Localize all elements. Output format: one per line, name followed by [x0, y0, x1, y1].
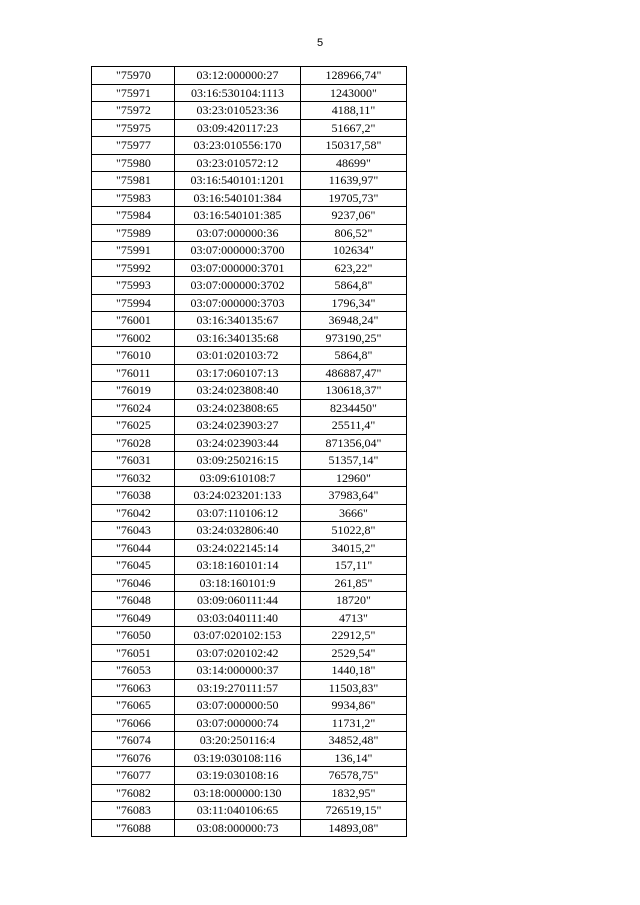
- table-row: [92, 189, 407, 207]
- table-row: [92, 172, 407, 190]
- value-cell: 726519,15": [301, 802, 407, 820]
- value-cell: 973190,25": [301, 329, 407, 347]
- cadastral-number-cell: 03:19:270111:57: [175, 679, 301, 697]
- value-cell: 51357,14": [301, 452, 407, 470]
- cadastral-number-cell: 03:09:250216:15: [175, 452, 301, 470]
- cadastral-number-cell: 03:24:023903:27: [175, 417, 301, 435]
- table-row: [92, 259, 407, 277]
- value-cell: 48699": [301, 154, 407, 172]
- value-cell: 5864,8": [301, 347, 407, 365]
- record-id-cell: "76011: [92, 364, 175, 382]
- cadastral-number-cell: 03:09:060111:44: [175, 592, 301, 610]
- cadastral-number-cell: 03:01:020103:72: [175, 347, 301, 365]
- cadastral-number-cell: 03:08:000000:73: [175, 819, 301, 837]
- cadastral-number-cell: 03:16:340135:68: [175, 329, 301, 347]
- cadastral-number-cell: 03:07:000000:50: [175, 697, 301, 715]
- record-id-cell: "75977: [92, 137, 175, 155]
- cadastral-number-cell: 03:11:040106:65: [175, 802, 301, 820]
- record-id-cell: "76028: [92, 434, 175, 452]
- table-row: [92, 522, 407, 540]
- record-id-cell: "76002: [92, 329, 175, 347]
- record-id-cell: "76065: [92, 697, 175, 715]
- record-id-cell: "76074: [92, 732, 175, 750]
- record-id-cell: "75971: [92, 84, 175, 102]
- value-cell: 102634": [301, 242, 407, 260]
- value-cell: 3666": [301, 504, 407, 522]
- value-cell: 37983,64": [301, 487, 407, 505]
- value-cell: 34015,2": [301, 539, 407, 557]
- table-row: [92, 592, 407, 610]
- cadastral-number-cell: 03:24:023808:40: [175, 382, 301, 400]
- table-row: [92, 364, 407, 382]
- cadastral-number-cell: 03:18:160101:9: [175, 574, 301, 592]
- record-id-cell: "76038: [92, 487, 175, 505]
- record-id-cell: "75981: [92, 172, 175, 190]
- table-row: [92, 487, 407, 505]
- table-row: [92, 469, 407, 487]
- record-id-cell: "75992: [92, 259, 175, 277]
- record-id-cell: "76046: [92, 574, 175, 592]
- record-id-cell: "76019: [92, 382, 175, 400]
- value-cell: 261,85": [301, 574, 407, 592]
- cadastral-number-cell: 03:18:160101:14: [175, 557, 301, 575]
- table-row: [92, 399, 407, 417]
- table-row: [92, 749, 407, 767]
- value-cell: 1440,18": [301, 662, 407, 680]
- value-cell: 4713": [301, 609, 407, 627]
- value-cell: 9237,06": [301, 207, 407, 225]
- value-cell: 11639,97": [301, 172, 407, 190]
- table-row: [92, 539, 407, 557]
- record-id-cell: "75993: [92, 277, 175, 295]
- cadastral-number-cell: 03:19:030108:116: [175, 749, 301, 767]
- record-id-cell: "76053: [92, 662, 175, 680]
- table-row: [92, 119, 407, 137]
- table-row: [92, 294, 407, 312]
- value-cell: 1796,34": [301, 294, 407, 312]
- record-id-cell: "75972: [92, 102, 175, 120]
- table-row: [92, 154, 407, 172]
- table-row: [92, 679, 407, 697]
- value-cell: 5864,8": [301, 277, 407, 295]
- cadastral-number-cell: 03:09:610108:7: [175, 469, 301, 487]
- record-id-cell: "76051: [92, 644, 175, 662]
- value-cell: 14893,08": [301, 819, 407, 837]
- cadastral-number-cell: 03:23:010523:36: [175, 102, 301, 120]
- value-cell: 128966,74": [301, 67, 407, 85]
- cadastral-number-cell: 03:07:000000:74: [175, 714, 301, 732]
- record-id-cell: "76077: [92, 767, 175, 785]
- table-row: [92, 662, 407, 680]
- record-id-cell: "75991: [92, 242, 175, 260]
- table-row: [92, 714, 407, 732]
- data-table: [91, 66, 407, 837]
- record-id-cell: "76024: [92, 399, 175, 417]
- table-row: [92, 329, 407, 347]
- record-id-cell: "75983: [92, 189, 175, 207]
- value-cell: 36948,24": [301, 312, 407, 330]
- cadastral-number-cell: 03:20:250116:4: [175, 732, 301, 750]
- cadastral-number-cell: 03:07:000000:36: [175, 224, 301, 242]
- value-cell: 51667,2": [301, 119, 407, 137]
- record-id-cell: "76001: [92, 312, 175, 330]
- cadastral-number-cell: 03:16:540101:1201: [175, 172, 301, 190]
- table-row: [92, 504, 407, 522]
- record-id-cell: "76083: [92, 802, 175, 820]
- cadastral-number-cell: 03:07:020102:153: [175, 627, 301, 645]
- value-cell: 130618,37": [301, 382, 407, 400]
- cadastral-number-cell: 03:16:530104:1113: [175, 84, 301, 102]
- record-id-cell: "76025: [92, 417, 175, 435]
- record-id-cell: "76063: [92, 679, 175, 697]
- value-cell: 136,14": [301, 749, 407, 767]
- table-row: [92, 609, 407, 627]
- table-row: [92, 347, 407, 365]
- cadastral-number-cell: 03:07:000000:3702: [175, 277, 301, 295]
- cadastral-number-cell: 03:24:032806:40: [175, 522, 301, 540]
- value-cell: 25511,4": [301, 417, 407, 435]
- cadastral-number-cell: 03:03:040111:40: [175, 609, 301, 627]
- value-cell: 12960": [301, 469, 407, 487]
- cadastral-number-cell: 03:09:420117:23: [175, 119, 301, 137]
- value-cell: 51022,8": [301, 522, 407, 540]
- table-row: [92, 802, 407, 820]
- table-row: [92, 644, 407, 662]
- table-row: [92, 557, 407, 575]
- table-row: [92, 67, 407, 85]
- table-row: [92, 84, 407, 102]
- value-cell: 806,52": [301, 224, 407, 242]
- record-id-cell: "76031: [92, 452, 175, 470]
- table-row: [92, 207, 407, 225]
- record-id-cell: "76049: [92, 609, 175, 627]
- cadastral-number-cell: 03:17:060107:13: [175, 364, 301, 382]
- table-body: [92, 67, 407, 837]
- value-cell: 19705,73": [301, 189, 407, 207]
- value-cell: 76578,75": [301, 767, 407, 785]
- value-cell: 18720": [301, 592, 407, 610]
- cadastral-number-cell: 03:24:023808:65: [175, 399, 301, 417]
- cadastral-number-cell: 03:07:000000:3703: [175, 294, 301, 312]
- table-row: [92, 277, 407, 295]
- value-cell: 1243000": [301, 84, 407, 102]
- table-row: [92, 312, 407, 330]
- cadastral-number-cell: 03:24:022145:14: [175, 539, 301, 557]
- table-row: [92, 732, 407, 750]
- cadastral-number-cell: 03:16:540101:384: [175, 189, 301, 207]
- value-cell: 871356,04": [301, 434, 407, 452]
- cadastral-number-cell: 03:19:030108:16: [175, 767, 301, 785]
- table-row: [92, 137, 407, 155]
- record-id-cell: "75975: [92, 119, 175, 137]
- table-row: [92, 627, 407, 645]
- record-id-cell: "75980: [92, 154, 175, 172]
- value-cell: 486887,47": [301, 364, 407, 382]
- table-row: [92, 784, 407, 802]
- value-cell: 11503,83": [301, 679, 407, 697]
- record-id-cell: "76082: [92, 784, 175, 802]
- page-number: 5: [316, 37, 324, 49]
- table-row: [92, 767, 407, 785]
- table-row: [92, 452, 407, 470]
- table-row: [92, 697, 407, 715]
- record-id-cell: "75970: [92, 67, 175, 85]
- value-cell: 8234450": [301, 399, 407, 417]
- record-id-cell: "76042: [92, 504, 175, 522]
- value-cell: 22912,5": [301, 627, 407, 645]
- record-id-cell: "76044: [92, 539, 175, 557]
- record-id-cell: "76050: [92, 627, 175, 645]
- table-row: [92, 434, 407, 452]
- table-row: [92, 102, 407, 120]
- cadastral-number-cell: 03:07:000000:3700: [175, 242, 301, 260]
- value-cell: 9934,86": [301, 697, 407, 715]
- record-id-cell: "76088: [92, 819, 175, 837]
- cadastral-number-cell: 03:07:000000:3701: [175, 259, 301, 277]
- value-cell: 4188,11": [301, 102, 407, 120]
- cadastral-number-cell: 03:23:010572:12: [175, 154, 301, 172]
- table-row: [92, 574, 407, 592]
- record-id-cell: "75994: [92, 294, 175, 312]
- record-id-cell: "76076: [92, 749, 175, 767]
- value-cell: 150317,58": [301, 137, 407, 155]
- record-id-cell: "75989: [92, 224, 175, 242]
- cadastral-number-cell: 03:07:020102:42: [175, 644, 301, 662]
- record-id-cell: "76032: [92, 469, 175, 487]
- cadastral-number-cell: 03:18:000000:130: [175, 784, 301, 802]
- cadastral-number-cell: 03:16:540101:385: [175, 207, 301, 225]
- value-cell: 11731,2": [301, 714, 407, 732]
- value-cell: 2529,54": [301, 644, 407, 662]
- value-cell: 1832,95": [301, 784, 407, 802]
- cadastral-number-cell: 03:12:000000:27: [175, 67, 301, 85]
- cadastral-number-cell: 03:14:000000:37: [175, 662, 301, 680]
- cadastral-number-cell: 03:07:110106:12: [175, 504, 301, 522]
- value-cell: 157,11": [301, 557, 407, 575]
- table-row: [92, 819, 407, 837]
- value-cell: 34852,48": [301, 732, 407, 750]
- table-row: [92, 382, 407, 400]
- record-id-cell: "76043: [92, 522, 175, 540]
- table-row: [92, 242, 407, 260]
- record-id-cell: "76010: [92, 347, 175, 365]
- record-id-cell: "76048: [92, 592, 175, 610]
- record-id-cell: "75984: [92, 207, 175, 225]
- cadastral-number-cell: 03:24:023201:133: [175, 487, 301, 505]
- record-id-cell: "76066: [92, 714, 175, 732]
- value-cell: 623,22": [301, 259, 407, 277]
- table-row: [92, 417, 407, 435]
- cadastral-number-cell: 03:16:340135:67: [175, 312, 301, 330]
- table-row: [92, 224, 407, 242]
- cadastral-number-cell: 03:24:023903:44: [175, 434, 301, 452]
- cadastral-number-cell: 03:23:010556:170: [175, 137, 301, 155]
- record-id-cell: "76045: [92, 557, 175, 575]
